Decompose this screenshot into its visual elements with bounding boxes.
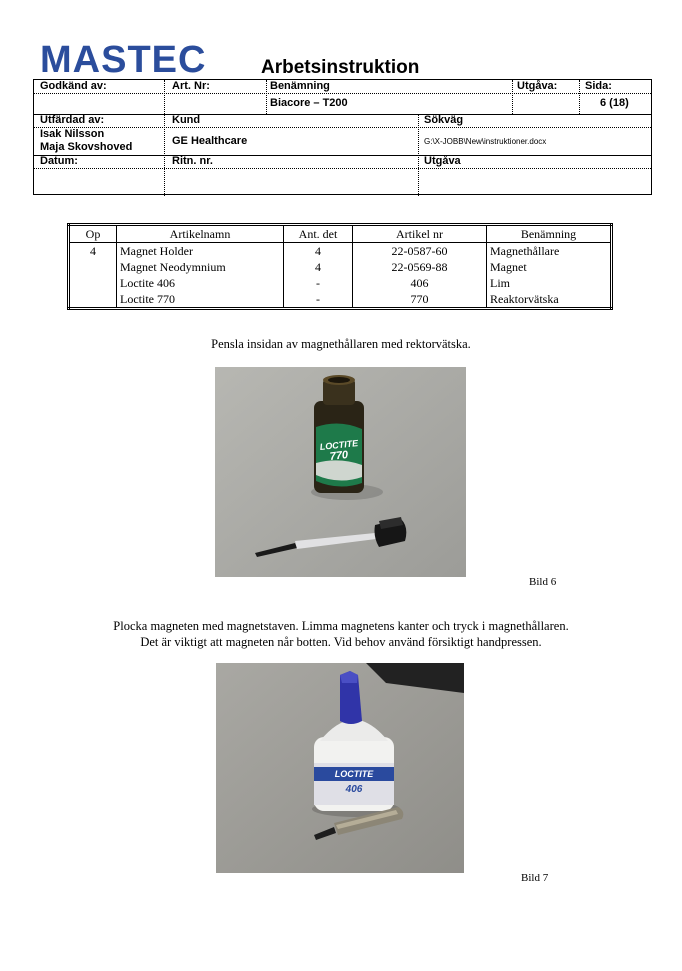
label-ritn: Ritn. nr. [172, 155, 213, 167]
column-header: Artikel nr [353, 225, 487, 243]
article-description: Reaktorvätska [487, 291, 612, 309]
label-benamning: Benämning [270, 80, 330, 92]
value-sida: 6 (18) [600, 97, 629, 109]
value-kund: GE Healthcare [172, 135, 248, 147]
label-sida: Sida: [585, 80, 612, 92]
label-godkand: Godkänd av: [40, 80, 107, 92]
article-number: 22-0587-60 [353, 243, 487, 260]
article-qty: 4 [284, 243, 353, 260]
article-number: 406 [353, 275, 487, 291]
photo-loctite-406 [216, 663, 464, 873]
column-header: Benämning [487, 225, 612, 243]
article-qty: - [284, 291, 353, 309]
label-sokvag: Sökväg [424, 114, 464, 126]
table-row [69, 259, 612, 275]
label-product-number: 406 [345, 784, 363, 795]
article-description: Magnethållare [487, 243, 612, 260]
article-qty: - [284, 275, 353, 291]
article-qty: 4 [284, 259, 353, 275]
value-benamning: Biacore – T200 [270, 97, 348, 109]
label-brand: LOCTITE [319, 438, 359, 452]
page-title: Arbetsinstruktion [261, 57, 420, 78]
column-header: Op [69, 225, 117, 243]
table-row [69, 243, 612, 260]
article-description: Lim [487, 275, 612, 291]
op-number: 4 [69, 243, 117, 309]
step-2-text-line-1: Plocka magneten med magnetstaven. Limma magnetens kanter och tryck i magnethållaren. [113, 619, 569, 633]
photo-loctite-770 [215, 367, 466, 577]
label-art-nr: Art. Nr: [172, 80, 210, 92]
label-utfardad: Utfärdad av: [40, 114, 105, 126]
label-kund: Kund [172, 114, 201, 126]
article-number: 770 [353, 291, 487, 309]
table-row [69, 291, 612, 309]
article-name: Loctite 770 [117, 291, 284, 309]
label-datum: Datum: [40, 155, 78, 167]
article-name: Magnet Holder [117, 243, 284, 260]
brush-illustration [215, 367, 466, 577]
loctite-406-illustration [216, 663, 464, 873]
article-name: Loctite 406 [117, 275, 284, 291]
value-sokvag: G:\X-JOBB\New\instruktioner.docx [424, 137, 547, 146]
label-product-number: 770 [329, 449, 349, 463]
article-number: 22-0569-88 [353, 259, 487, 275]
step-1-text: Pensla insidan av magnethållaren med rektorvätska. [211, 337, 471, 351]
company-logo: MASTEC [40, 39, 207, 81]
label-brand: LOCTITE [334, 769, 374, 779]
article-description: Magnet [487, 259, 612, 275]
step-2-text-line-2: Det är viktigt att magneten når botten. Vid behov använd försiktigt handpressen. [140, 635, 542, 649]
value-utfardad-1: Isak Nilsson [40, 128, 105, 140]
article-name: Magnet Neodymnium [117, 259, 284, 275]
column-header: Ant. det [284, 225, 353, 243]
label-utgava: Utgåva: [517, 80, 558, 92]
column-header: Artikelnamn [117, 225, 284, 243]
caption-bild-6: Bild 6 [529, 576, 557, 588]
table-row [69, 275, 612, 291]
document-header-table [33, 79, 652, 195]
caption-bild-7: Bild 7 [521, 872, 549, 884]
parts-table [67, 223, 613, 310]
label-utgava-2: Utgåva [424, 155, 461, 167]
value-utfardad-2: Maja Skovshoved [40, 141, 133, 153]
